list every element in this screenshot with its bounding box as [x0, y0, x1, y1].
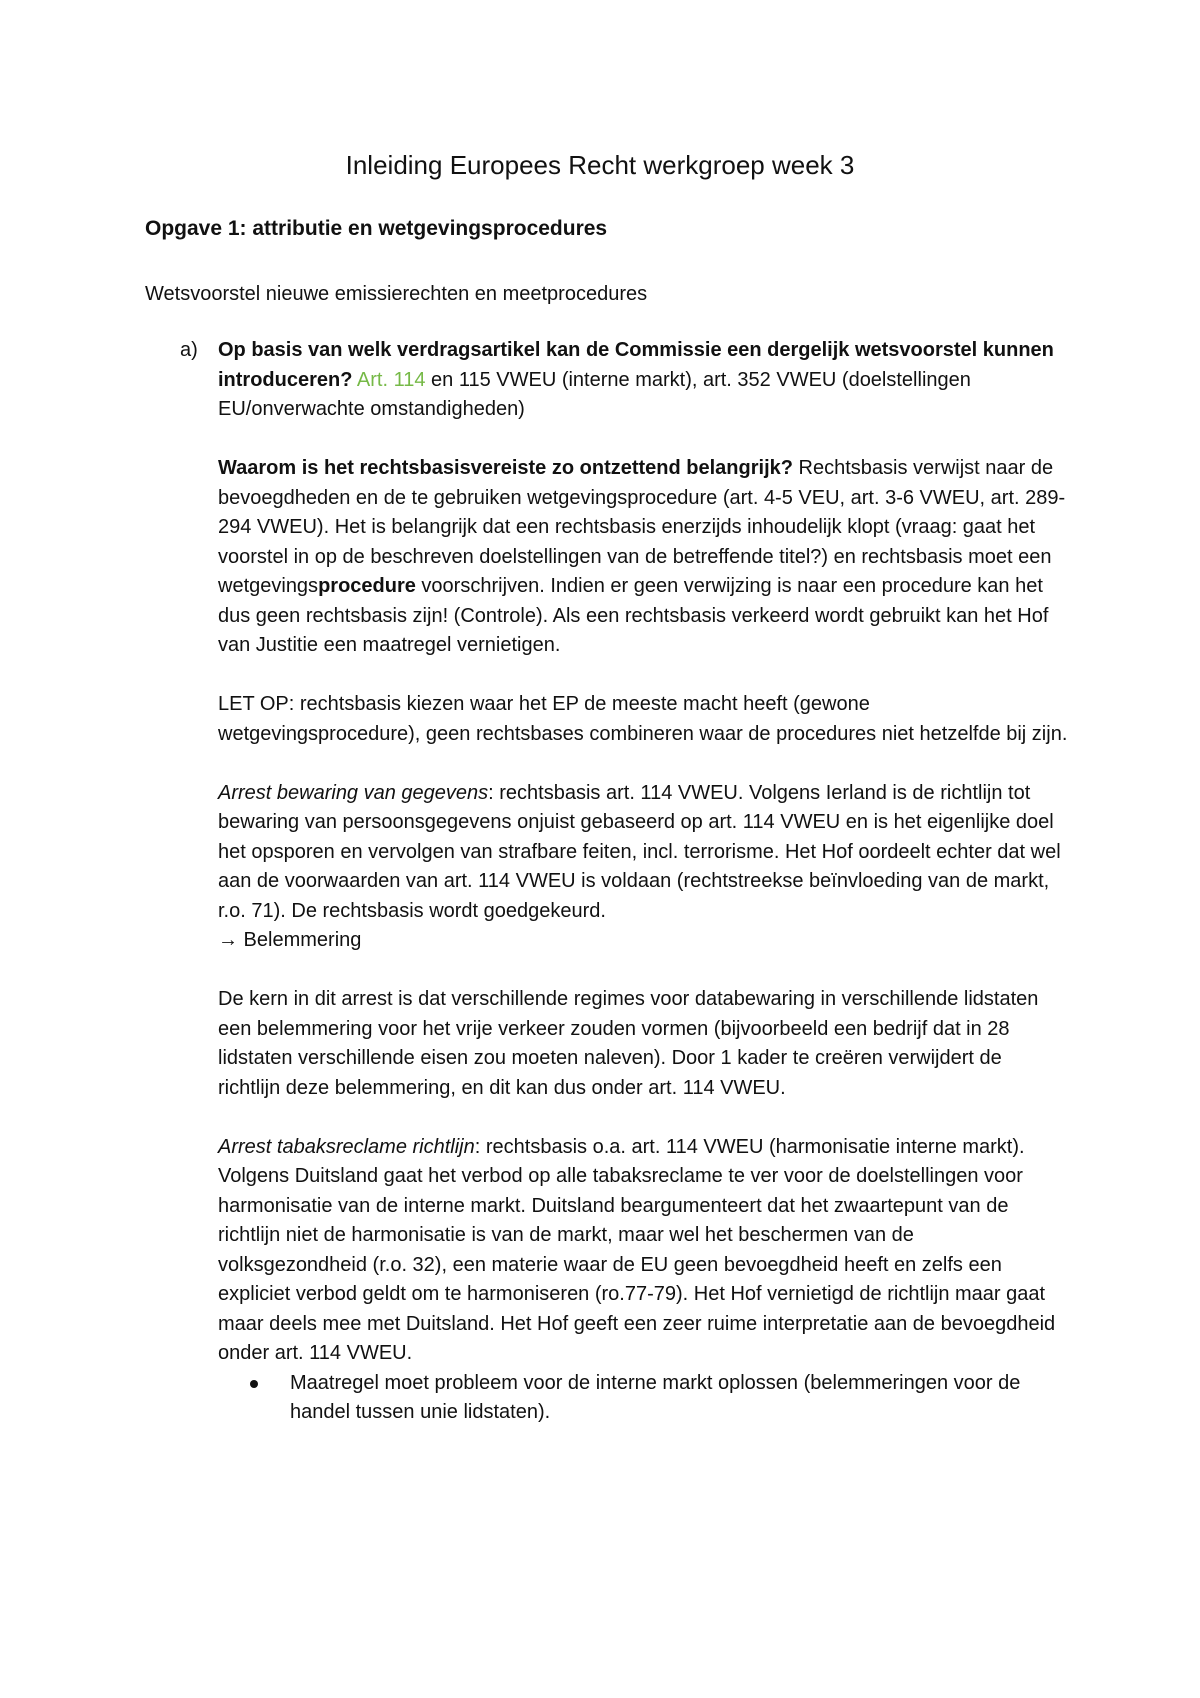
note-paragraph: LET OP: rechtsbasis kiezen waar het EP de meeste macht heeft (gewone wetgevingsprocedure), geen rechtsbases combineren waar de procedures niet hetzelfde bij zijn. — [218, 693, 1068, 745]
question-2: Waarom is het rechtsbasisvereiste zo ontzettend belangrijk? — [218, 457, 793, 479]
bullet-text: Maatregel moet probleem voor de interne markt oplossen (belemmeringen voor de handel tussen unie lidstaten). — [290, 1371, 1021, 1423]
answer-2-part-1: Rechtsbasis verwijst naar de bevoegdheden en de te gebruiken wetgevingsprocedure (art. 4-5 VEU, art. 3-6 VWEU, art. 289-294 VWEU). Het is belangrijk dat een rechtsbasis enerzijds inhoudelijk klopt (vraag: gaat het voorstel in op de beschreven doelstellingen van de betreffende titel?) en rechtsbasis moet een wetgevings — [218, 457, 1066, 597]
question-1-paragraph — [218, 336, 1068, 425]
answer-2-bold: procedure — [318, 575, 416, 597]
bullet-dot-icon — [250, 1380, 258, 1388]
article-highlight: Art. 114 — [356, 368, 426, 391]
question-2-paragraph — [218, 454, 1068, 661]
answer-2-part-2: voorschrijven. Indien er geen verwijzing is naar een procedure kan het dus geen rechtsbasis zijn! (Controle). Als een rechtsbasis verkeerd wordt gebruikt kan het Hof van Justitie een maatregel vernietigen. — [218, 575, 1049, 656]
item-a-content — [218, 336, 1068, 1428]
question-1: Op basis van welk verdragsartikel kan de Commissie een dergelijk wetsvoorstel kunnen introduceren? — [218, 339, 1054, 391]
arrow-line — [218, 926, 1068, 956]
case-1-core-paragraph: De kern in dit arrest is dat verschillende regimes voor databewaring in verschillende lidstaten een belemmering voor het vrije verkeer zouden vormen (bijvoorbeeld een bedrijf dat in 28 lidstaten verschillende eisen zou moeten naleven). Door 1 kader te creëren verwijdert de richtlijn deze belemmering, en dit kan dus onder art. 114 VWEU. — [218, 988, 1039, 1099]
case-1-text: : rechtsbasis art. 114 VWEU. Volgens Ierland is de richtlijn tot bewaring van persoonsgegevens onjuist gebaseerd op art. 114 VWEU en is het eigenlijke doel het opsporen en vervolgen van strafbare feiten, incl. terrorisme. Het Hof oordeelt echter dat wel aan de voorwaarden van art. 114 VWEU is voldaan (rechtstreekse beïnvloeding van de markt, r.o. 71). De rechtsbasis wordt goedgekeurd. — [218, 781, 1061, 922]
item-a-label: a) — [180, 339, 198, 361]
intro-text: Wetsvoorstel nieuwe emissierechten en meetprocedures — [145, 283, 648, 305]
arrow-right-icon: → — [218, 929, 238, 951]
document-title: Inleiding Europees Recht werkgroep week 3 — [345, 150, 855, 180]
list-item — [218, 1369, 1068, 1428]
bullet-list — [218, 1369, 1068, 1428]
arrow-text: Belemmering — [238, 929, 362, 951]
case-1-paragraph — [218, 779, 1068, 927]
answer-1: en 115 VWEU (interne markt), art. 352 VWEU (doelstellingen EU/onverwachte omstandigheden) — [218, 368, 971, 420]
section-heading: Opgave 1: attributie en wetgevingsprocedures — [145, 217, 608, 240]
case-2-title: Arrest tabaksreclame richtlijn — [218, 1135, 475, 1158]
case-2-paragraph — [218, 1133, 1068, 1369]
case-2-text: : rechtsbasis o.a. art. 114 VWEU (harmonisatie interne markt). Volgens Duitsland gaat het verbod op alle tabaksreclame te ver voor de doelstellingen voor harmonisatie van de interne markt. Duitsland beargumenteert dat het zwaartepunt van de richtlijn niet de harmonisatie is van de markt, maar wel het beschermen van de volksgezondheid (r.o. 32), een materie waar de EU geen bevoegdheid heeft en zelfs een expliciet verbod geldt om te harmoniseren (ro.77-79). Het Hof vernietigd de richtlijn maar gaat maar deels mee met Duitsland. Het Hof geeft een zeer ruime interpretatie aan de bevoegdheid onder art. 114 VWEU. — [218, 1135, 1056, 1364]
case-1-title: Arrest bewaring van gegevens — [218, 781, 489, 804]
